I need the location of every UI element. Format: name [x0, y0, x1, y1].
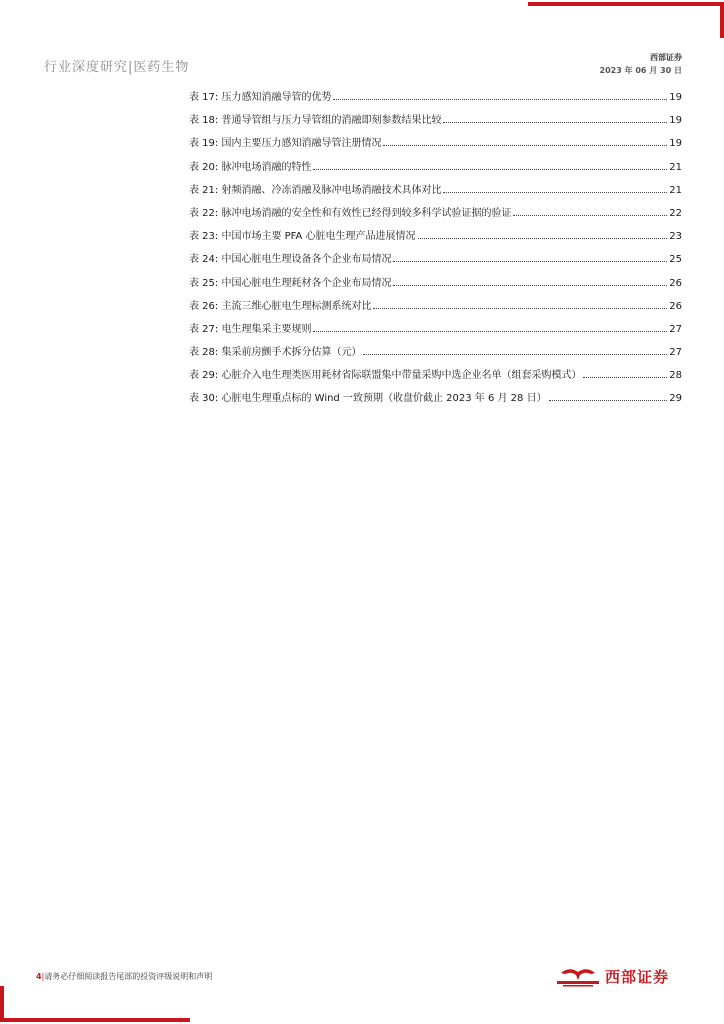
toc-entry[interactable]	[189, 158, 682, 181]
table-of-figures	[189, 88, 682, 413]
toc-entry-label: 表 25:	[189, 277, 219, 289]
toc-entry[interactable]	[189, 320, 682, 343]
toc-entry-page: 23	[669, 231, 682, 243]
toc-entry-page: 19	[669, 138, 682, 150]
footer-separator: |	[41, 972, 45, 981]
toc-entry-label: 表 24:	[189, 254, 219, 266]
toc-entry-page: 21	[669, 184, 682, 196]
toc-entry-label: 表 26:	[189, 300, 219, 312]
toc-entry-title	[189, 366, 581, 381]
toc-entry-text: 心脏介入电生理类医用耗材省际联盟集中带量采购中选企业名单（组套采购模式）	[221, 370, 582, 382]
toc-entry[interactable]	[189, 204, 682, 227]
company-name-header: 西部证券	[650, 53, 682, 62]
corner-accent-top-horizontal	[528, 2, 724, 6]
company-logo	[555, 964, 683, 988]
toc-entry-page: 28	[669, 370, 682, 382]
corner-accent-top-vertical	[720, 2, 724, 38]
report-date: 2023 年 06 月 30 日	[599, 66, 682, 75]
toc-leader-dots	[583, 377, 667, 378]
toc-entry-label: 表 28:	[189, 347, 219, 359]
toc-leader-dots	[443, 192, 667, 193]
toc-leader-dots	[363, 354, 667, 355]
toc-entry-text: 国内主要压力感知消融导管注册情况	[221, 138, 382, 150]
toc-leader-dots	[513, 215, 667, 216]
toc-entry-label: 表 21:	[189, 184, 219, 196]
toc-entry[interactable]	[189, 227, 682, 250]
toc-entry-label: 表 23:	[189, 231, 219, 243]
toc-entry-title	[189, 320, 311, 335]
bull-emblem-icon	[555, 964, 601, 988]
toc-entry-page: 26	[669, 300, 682, 312]
toc-entry-title	[189, 389, 547, 404]
toc-entry-text: 主流三维心脏电生理标测系统对比	[221, 300, 372, 312]
toc-entry-page: 19	[669, 115, 682, 127]
toc-entry-page: 27	[669, 347, 682, 359]
toc-entry-text: 普通导管组与压力导管组的消融即刻参数结果比较	[221, 115, 442, 127]
toc-entry[interactable]	[189, 88, 682, 111]
toc-entry[interactable]	[189, 181, 682, 204]
toc-entry-label: 表 19:	[189, 138, 219, 150]
toc-entry-text: 脉冲电场消融的安全性和有效性已经得到较多科学试验证据的验证	[221, 207, 512, 219]
page-number: 4	[36, 972, 42, 981]
logo-text: 西部证券	[605, 967, 670, 986]
corner-accent-bottom-vertical	[0, 986, 4, 1022]
toc-leader-dots	[333, 99, 667, 100]
toc-entry-text: 集采前房颤手术拆分估算（元）	[221, 347, 362, 359]
toc-entry[interactable]	[189, 134, 682, 157]
toc-entry-page: 27	[669, 323, 682, 335]
toc-entry[interactable]	[189, 111, 682, 134]
toc-entry-title	[189, 343, 361, 358]
toc-leader-dots	[313, 331, 667, 332]
toc-entry-title	[189, 274, 391, 289]
toc-entry-text: 心脏电生理重点标的 Wind 一致预期（收盘价截止 2023 年 6 月 28 日）	[221, 393, 547, 405]
toc-entry-page: 19	[669, 92, 682, 103]
toc-entry[interactable]	[189, 297, 682, 320]
toc-entry-title	[189, 204, 511, 219]
report-category: 行业深度研究|医药生物	[44, 60, 190, 75]
toc-entry[interactable]	[189, 250, 682, 273]
toc-entry-text: 中国心脏电生理设备各个企业布局情况	[221, 254, 392, 266]
toc-entry-label: 表 18:	[189, 115, 219, 127]
toc-entry-page: 26	[669, 277, 682, 289]
toc-entry-text: 射频消融、冷冻消融及脉冲电场消融技术具体对比	[221, 184, 442, 196]
footer-disclaimer-line	[36, 971, 212, 982]
toc-entry-label: 表 29:	[189, 370, 219, 382]
toc-entry-label: 表 20:	[189, 161, 219, 173]
toc-entry-page: 29	[669, 393, 682, 405]
toc-leader-dots	[313, 169, 667, 170]
toc-entry-label: 表 22:	[189, 207, 219, 219]
toc-entry-page: 22	[669, 207, 682, 219]
toc-entry[interactable]	[189, 274, 682, 297]
toc-entry-text: 脉冲电场消融的特性	[221, 161, 312, 173]
toc-entry-text: 压力感知消融导管的优势	[221, 92, 332, 103]
toc-entry-text: 中国心脏电生理耗材各个企业布局情况	[221, 277, 392, 289]
toc-leader-dots	[549, 400, 668, 401]
toc-leader-dots	[373, 308, 667, 309]
toc-leader-dots	[393, 285, 667, 286]
toc-entry-page: 25	[669, 254, 682, 266]
toc-leader-dots	[418, 238, 668, 239]
footer-disclaimer: 请务必仔细阅读报告尾部的投资评级说明和声明	[44, 972, 213, 981]
toc-entry-title	[189, 250, 391, 265]
toc-entry-title	[189, 158, 311, 173]
toc-entry-title	[189, 297, 371, 312]
toc-entry[interactable]	[189, 389, 682, 412]
toc-leader-dots	[383, 145, 667, 146]
toc-leader-dots	[393, 261, 667, 262]
toc-entry[interactable]	[189, 343, 682, 366]
toc-entry-label: 表 27:	[189, 323, 219, 335]
toc-entry-label: 表 17:	[189, 92, 219, 103]
toc-entry-title	[189, 88, 331, 103]
toc-entry-text: 中国市场主要 PFA 心脏电生理产品进展情况	[221, 231, 416, 243]
toc-entry-page: 21	[669, 161, 682, 173]
toc-leader-dots	[443, 122, 667, 123]
toc-entry-title	[189, 111, 441, 126]
toc-entry[interactable]	[189, 366, 682, 389]
corner-accent-bottom-horizontal	[0, 1018, 190, 1022]
toc-entry-text: 电生理集采主要规则	[221, 323, 312, 335]
toc-entry-title	[189, 227, 416, 242]
toc-entry-title	[189, 134, 381, 149]
toc-entry-title	[189, 181, 441, 196]
toc-entry-label: 表 30:	[189, 393, 219, 405]
